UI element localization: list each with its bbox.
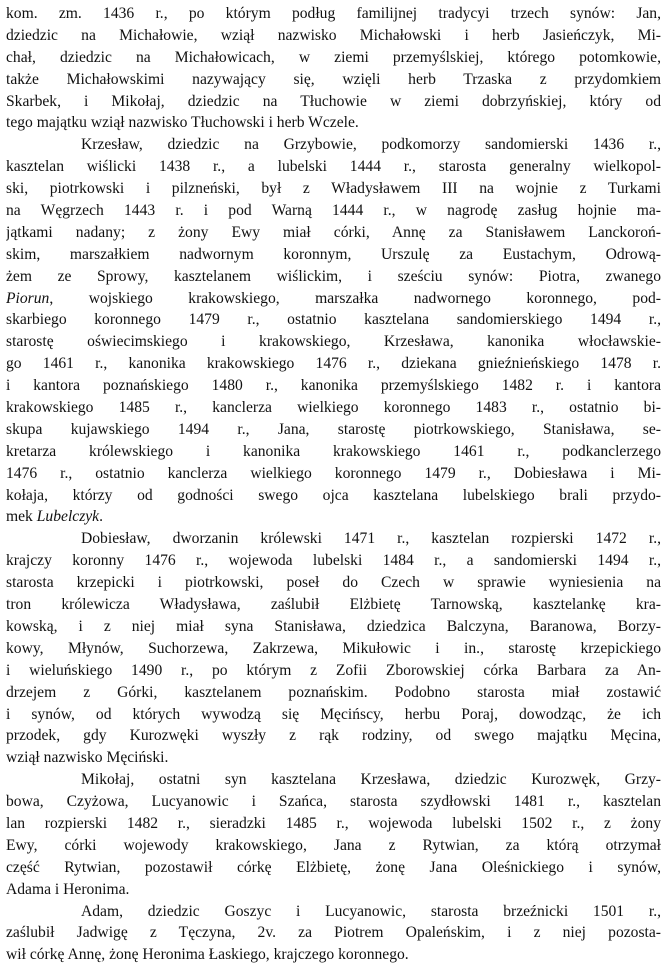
text-line: wił córkę Annę, żonę Heronima Łaskiego, krajczego koronnego.	[6, 946, 409, 964]
text-line: kowską, i z niej miał syna Stanisława, dziedzica Balczyna, Baranowa, Borzy-	[6, 617, 661, 635]
text-line: także Michałowskimi nazywający się, wzięli herb Trzaska z przydomkiem	[6, 70, 661, 88]
paragraph-first-line: Dobiesław, dworzanin królewski 1471 r., kasztelan rozpierski 1472 r.,	[81, 530, 661, 548]
text-line: tego majątku wziął nazwisko Tłuchowski i herb Wczele.	[6, 114, 359, 132]
text-line: Ewy, córki wojewody krakowskiego, Jana z Rytwian, za którą otrzymał	[6, 836, 661, 854]
text-line: zaślubił Jadwigę z Tęczyna, 2v. za Piotrem Opaleńskim, i z niej pozosta-	[6, 924, 661, 942]
text-segment: mek	[6, 508, 37, 526]
text-line: dziedzic na Michałowie, wziął nazwisko Michałowski i herb Jasieńczyk, Mi-	[6, 26, 661, 44]
text-line: część Rytwian, pozostawił córkę Elżbietę, żonę Jana Oleśnickiego i synów,	[6, 858, 661, 876]
text-line: lan rozpierski 1482 r., sieradzki 1485 r., wojewoda lubelski 1502 r., z żony	[6, 814, 661, 832]
text-line: starosta krzepicki i piotrkowski, poseł do Czech w sprawie wyniesienia na	[6, 574, 661, 592]
document-page	[6, 3, 661, 966]
italic-term: Piorun	[6, 289, 50, 307]
text-line: 1476 r., ostatnio kanclerza wielkiego koronnego 1479 r., Dobiesława i Mi-	[6, 464, 661, 482]
text-segment: , wojskiego krakowskiego, marszałka nadwornego koronnego, pod-	[49, 289, 661, 307]
text-line: kretarza królewskiego i kanonika krakowskiego 1461 r., podkanclerzego	[6, 442, 661, 460]
text-line: i synów, od których wywodzą się Męcińscy, herbu Poraj, dowodząc, że ich	[6, 705, 661, 723]
paragraph-first-line: Mikołaj, ostatni syn kasztelana Krzesława, dziedzic Kurozwęk, Grzy-	[81, 771, 661, 789]
text-line: żem ze Sprowy, kasztelanem wiślickim, i sześciu synów: Piotra, zwanego	[6, 267, 661, 285]
text-line: jątkami nadany; z żony Ewy miał córki, Annę za Stanisławem Lanckoroń-	[6, 223, 661, 241]
text-line: kom. zm. 1436 r., po którym podług familijnej tradycyi trzech synów: Jan,	[6, 5, 661, 22]
text-line: tron królewicza Władysława, zaślubił Elżbietę Tarnowską, kasztelankę kra-	[6, 596, 661, 614]
paragraph-first-line: Adam, dziedzic Goszyc i Lucyanowic, starosta brzeźnicki 1501 r.,	[81, 902, 661, 920]
text-line	[6, 288, 661, 310]
text-line: ski, piotrkowski i pilzneński, był z Władysławem III na wojnie z Turkami	[6, 180, 661, 198]
italic-term: Lubelczyk	[36, 508, 100, 526]
text-line: skarbiego koronnego 1479 r., ostatnio kasztelana sandomierskiego 1494 r.,	[6, 311, 661, 329]
text-line: drzejem z Górki, kasztelanem poznańskim. Podobno starosta miał zostawić	[6, 683, 661, 701]
text-line: krajczy koronny 1476 r., wojewoda lubelski 1484 r., a sandomierski 1494 r.,	[6, 552, 661, 570]
text-line: i kantora poznańskiego 1480 r., kanonika przemyślskiego 1482 r. i kantora	[6, 377, 661, 395]
text-line: i wieluńskiego 1490 r., po którym z Zofii Zborowskiej córka Barbara za An-	[6, 661, 661, 679]
text-line: przodek, gdy Kurozwęki wyszły z rąk rodziny, od swego majątku Męcina,	[6, 727, 661, 745]
text-line: bowa, Czyżowa, Lucyanowic i Szańca, starosta szydłowski 1481 r., kasztelan	[6, 793, 661, 811]
text-line: skim, marszałkiem nadwornym koronnym, Urszulę za Eustachym, Odrową-	[6, 245, 661, 263]
text-line: kasztelan wiślicki 1438 r., a lubelski 1444 r., starosta generalny wielkopol-	[6, 158, 661, 176]
paragraph-first-line: Krzesław, dziedzic na Grzybowie, podkomorzy sandomierski 1436 r.,	[81, 136, 661, 154]
text-line: starostę oświecimskiego i krakowskiego, Krzesława, kanonika włocławskie-	[6, 333, 661, 351]
text-segment: .	[99, 508, 104, 526]
text-line: na Węgrzech 1443 r. i pod Warną 1444 r., w nagrodę zasług hojnie ma-	[6, 202, 661, 220]
text-line: Adama i Heronima.	[6, 880, 130, 898]
text-line	[6, 506, 661, 528]
text-line: kowy, Młynów, Suchorzewa, Zakrzewa, Mikułowic i in., starostę krzepickiego	[6, 639, 661, 657]
text-line: Skarbek, i Mikołaj, dziedzic na Tłuchowie w ziemi dobrzyńskiej, który od	[6, 92, 661, 110]
text-line: wziął nazwisko Męciński.	[6, 749, 169, 767]
text-line: go 1461 r., kanonika krakowskiego 1476 r., dziekana gnieźnieńskiego 1478 r.	[6, 355, 661, 373]
text-line: skupa kujawskiego 1494 r., Jana, starostę piotrkowskiego, Stanisława, se-	[6, 420, 661, 438]
text-line: kołaja, którzy od godności swego ojca kasztelana lubelskiego brali przydo-	[6, 486, 661, 504]
text-line: chał, dziedzic na Michałowicach, w ziemi przemyślskiej, którego potomkowie,	[6, 48, 661, 66]
text-line: krakowskiego 1485 r., kanclerza wielkiego koronnego 1483 r., ostatnio bi-	[6, 399, 661, 417]
